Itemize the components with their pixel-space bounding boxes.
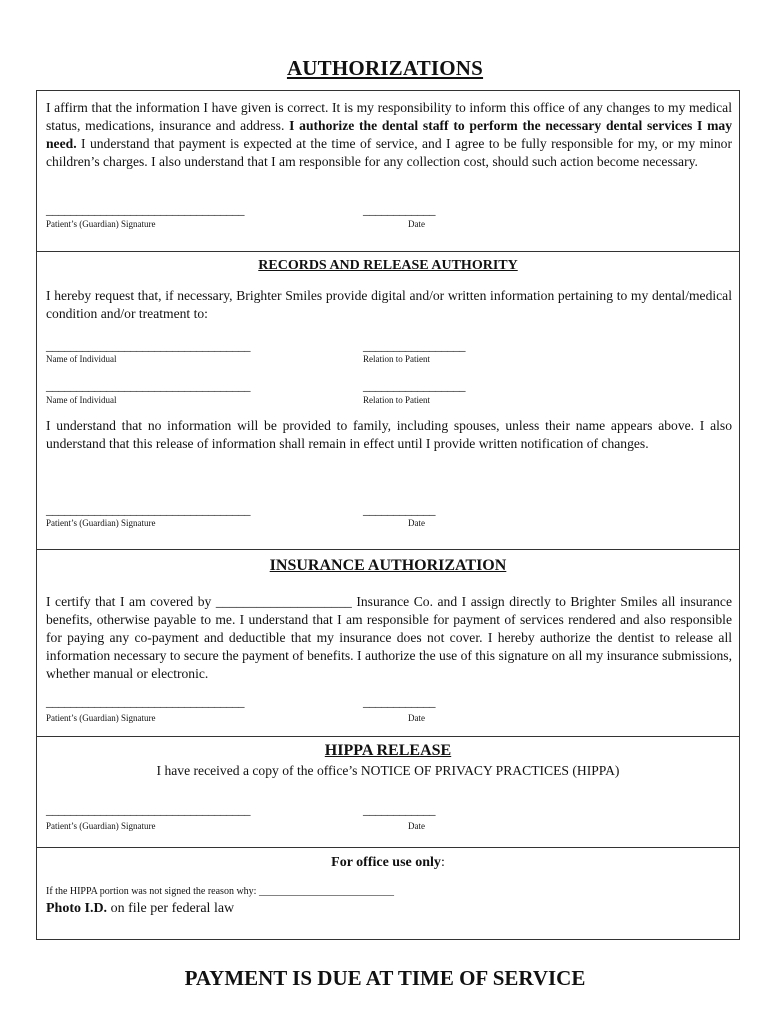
date-field[interactable]: ____________ bbox=[363, 694, 435, 709]
date-field[interactable]: ____________ bbox=[363, 502, 435, 517]
office-use-heading-colon: : bbox=[440, 855, 445, 870]
date-label: Date bbox=[408, 821, 425, 831]
date-label: Date bbox=[408, 713, 425, 723]
relation-to-patient-field-2[interactable]: _________________ bbox=[363, 378, 465, 393]
patient-signature-field[interactable]: _________________________________ bbox=[46, 202, 244, 217]
name-of-individual-field-2[interactable]: __________________________________ bbox=[46, 378, 250, 393]
hippa-reason-field[interactable]: If the HIPPA portion was not signed the reason why: ___________________________ bbox=[46, 886, 394, 897]
patient-signature-field[interactable]: _________________________________ bbox=[46, 694, 244, 709]
hippa-section bbox=[37, 736, 739, 847]
office-use-heading bbox=[37, 855, 739, 871]
relation-to-patient-label: Relation to Patient bbox=[363, 354, 430, 364]
signature-label: Patient’s (Guardian) Signature bbox=[46, 219, 156, 229]
signature-label: Patient’s (Guardian) Signature bbox=[46, 518, 156, 528]
authorizations-text-bold: I authorize the dental staff to perform the necessary dental services I may need. bbox=[46, 118, 732, 151]
photo-id-rest: on file per federal law bbox=[107, 901, 235, 916]
insurance-text: I certify that I am covered by ____________________ Insurance Co. and I assign directly to Brighter Smiles all insurance benefits, otherwise payable to me. I understand that I am responsible for payment of services rendered and also responsible for paying any co-payment and deductible that my insurance does not cover. I hereby authorize the dentist to release all information necessary to secure the payment of benefits. I authorize the use of this signature on all my insurance submissions, whether manual or electronic. bbox=[46, 594, 732, 681]
signature-label: Patient’s (Guardian) Signature bbox=[46, 713, 156, 723]
name-of-individual-field-1[interactable]: __________________________________ bbox=[46, 338, 250, 353]
patient-signature-field[interactable]: __________________________________ bbox=[46, 502, 250, 517]
records-heading: RECORDS AND RELEASE AUTHORITY bbox=[258, 258, 518, 273]
insurance-section bbox=[37, 549, 739, 736]
authorizations-text-intro: I affirm that the information I have given is correct. It is my responsibility to inform this office of any changes to my medical status, medications, insurance and address. bbox=[46, 100, 732, 133]
photo-id-bold: Photo I.D. bbox=[46, 901, 108, 916]
date-label: Date bbox=[408, 219, 425, 229]
photo-id-note bbox=[46, 900, 234, 918]
authorizations-section bbox=[37, 91, 739, 251]
authorizations-text bbox=[46, 99, 732, 171]
page-title: AUTHORIZATIONS bbox=[286, 56, 484, 80]
insurance-heading: INSURANCE AUTHORIZATION bbox=[269, 557, 507, 574]
hippa-text: I have received a copy of the office’s NOTICE OF PRIVACY PRACTICES (HIPPA) bbox=[156, 763, 620, 778]
date-label: Date bbox=[408, 518, 425, 528]
relation-to-patient-label: Relation to Patient bbox=[363, 395, 430, 405]
authorizations-text-rest: I understand that payment is expected at the time of service, and I agree to be fully responsible for my, or my minor children’s charges. I also understand that I am responsible for any collection cost, should such action become necessary. bbox=[46, 136, 732, 169]
records-section bbox=[37, 251, 739, 549]
records-understand-text: I understand that no information will be provided to family, including spouses, unless their name appears above. I also understand that this release of information shall remain in effect until I provide written notification of changes. bbox=[46, 418, 732, 451]
date-field[interactable]: ____________ bbox=[363, 802, 435, 817]
hippa-heading: HIPPA RELEASE bbox=[324, 742, 452, 759]
payment-notice: PAYMENT IS DUE AT TIME OF SERVICE bbox=[184, 966, 586, 990]
office-use-heading-label: For office use only bbox=[331, 855, 441, 870]
form-frame bbox=[36, 90, 740, 940]
relation-to-patient-field-1[interactable]: _________________ bbox=[363, 338, 465, 353]
patient-signature-field[interactable]: __________________________________ bbox=[46, 802, 250, 817]
name-of-individual-label: Name of Individual bbox=[46, 354, 117, 364]
signature-label: Patient’s (Guardian) Signature bbox=[46, 821, 156, 831]
records-request-text: I hereby request that, if necessary, Brighter Smiles provide digital and/or written information pertaining to my dental/medical condition and/or treatment to: bbox=[46, 288, 732, 321]
date-field[interactable]: ____________ bbox=[363, 202, 435, 217]
name-of-individual-label: Name of Individual bbox=[46, 395, 117, 405]
office-use-section bbox=[37, 847, 739, 941]
